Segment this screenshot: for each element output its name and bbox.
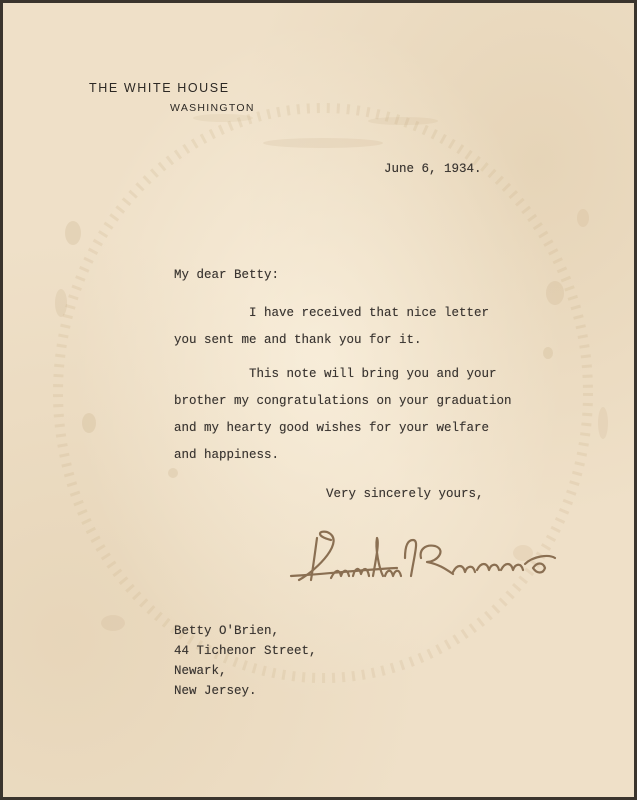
salutation: My dear Betty: — [174, 268, 280, 282]
closing: Very sincerely yours, — [326, 487, 484, 501]
body-line: you sent me and thank you for it. — [174, 333, 422, 347]
address-line: Newark, — [174, 664, 227, 678]
signature — [287, 518, 567, 598]
body-line: brother my congratulations on your graduation — [174, 394, 512, 408]
letterhead-subtitle: WASHINGTON — [170, 102, 255, 114]
body-line: and happiness. — [174, 448, 280, 462]
body-line: This note will bring you and your — [174, 367, 497, 381]
address-line: New Jersey. — [174, 684, 257, 698]
letterhead — [3, 3, 637, 123]
letter-date: June 6, 1934. — [384, 162, 482, 176]
letterhead-title: THE WHITE HOUSE — [89, 81, 230, 95]
body-line: I have received that nice letter — [174, 306, 490, 320]
address-line: 44 Tichenor Street, — [174, 644, 317, 658]
address-line: Betty O'Brien, — [174, 624, 280, 638]
body-line: and my hearty good wishes for your welfare — [174, 421, 490, 435]
